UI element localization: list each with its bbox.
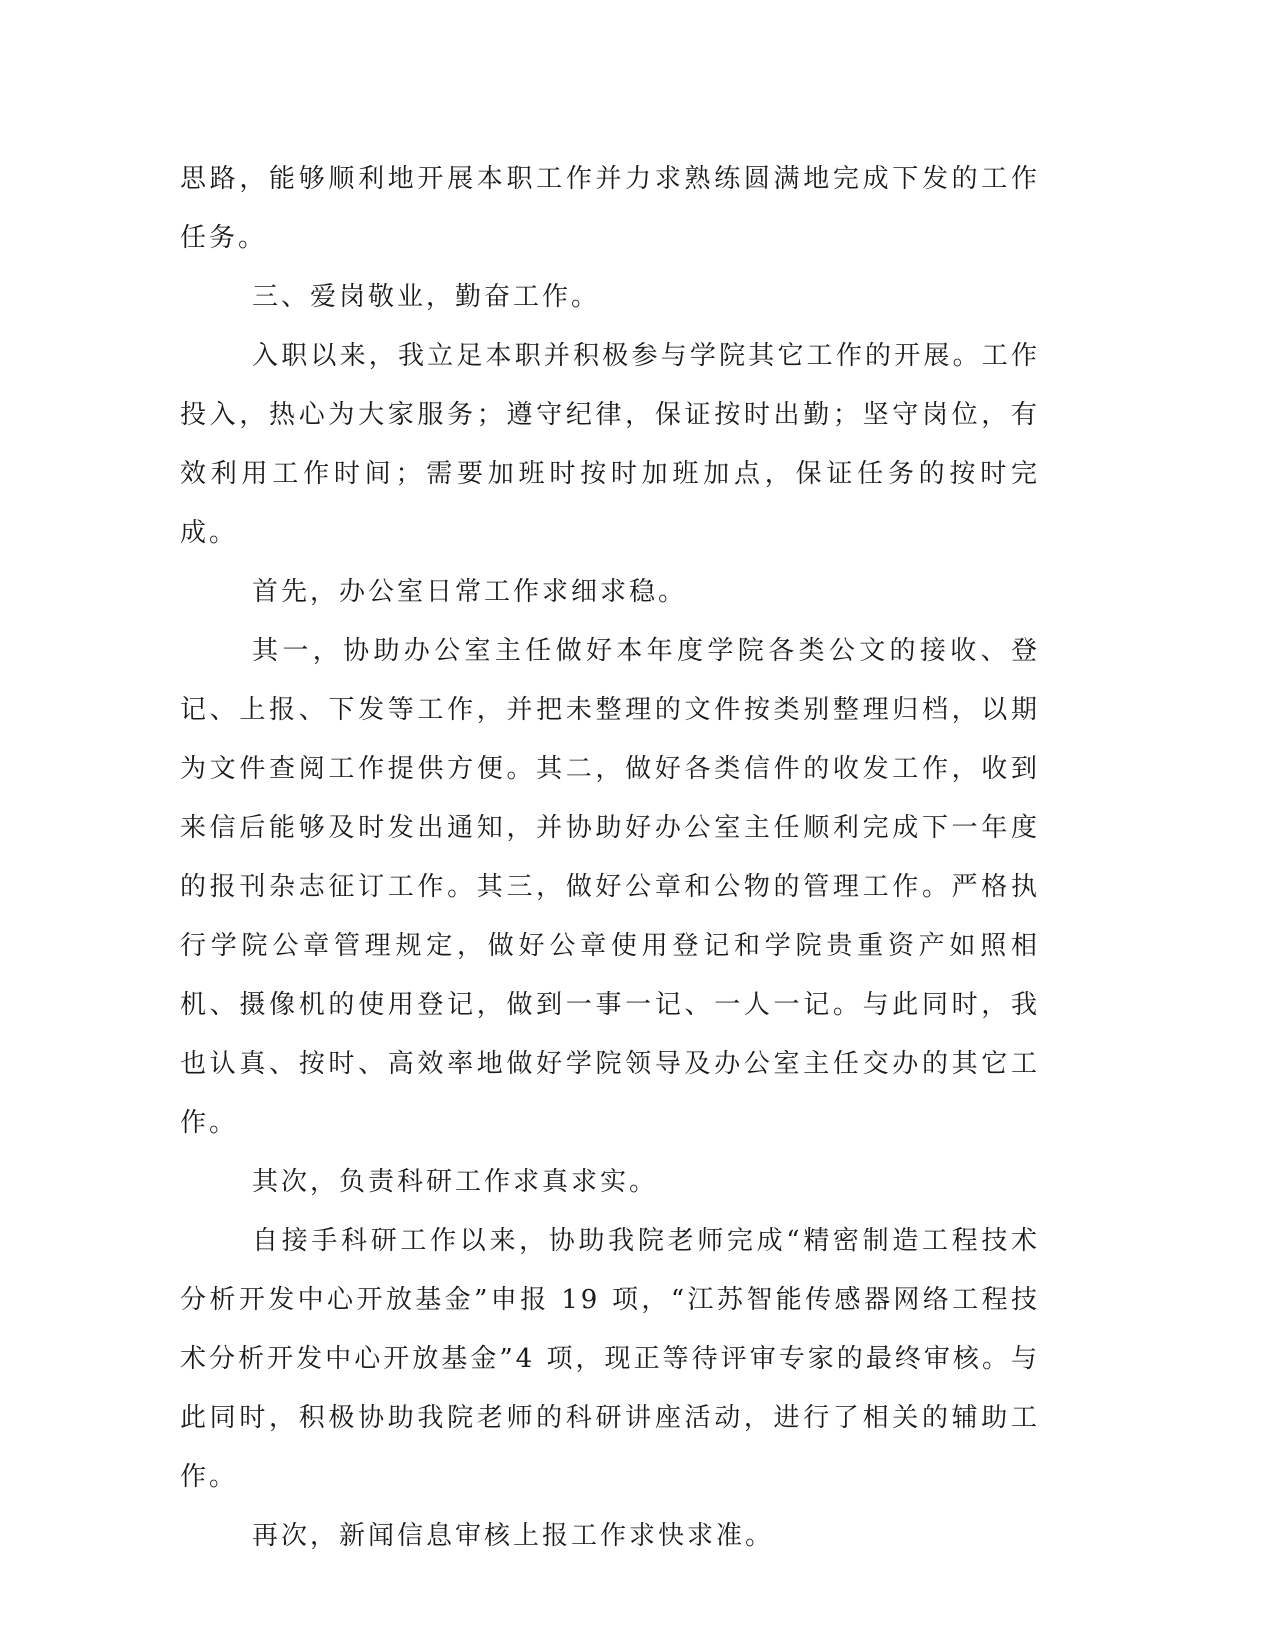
paragraph-continuation: 思路，能够顺利地开展本职工作并力求熟练圆满地完成下发的工作任务。	[180, 164, 1040, 253]
paragraph: 其一，协助办公室主任做好本年度学院各类公文的接收、登记、上报、下发等工作，并把未整理的文件按类别整理归档，以期为文件查阅工作提供方便。其二，做好各类信件的收发工作，收到来信后能够及时发出通知，并协助好办公室主任顺利完成下一年度的报刊杂志征订工作。其三，做好公章和公物的管理工作。严格执行学院公章管理规定，做好公章使用登记和学院贵重资产如照相机、摄像机的使用登记，做到一事一记、一人一记。与此同时，我也认真、按时、高效率地做好学院领导及办公室主任交办的其它工作。	[180, 636, 1040, 1138]
section-heading-3: 三、爱岗敬业，勤奋工作。	[252, 282, 601, 312]
paragraph: 自接手科研工作以来，协助我院老师完成“精密制造工程技术分析开发中心开放基金”申报 19 项，“江苏智能传感器网络工程技术分析开发中心开放基金”4 项，现正等待评审专家的最终审核。与此同时，积极协助我院老师的科研讲座活动，进行了相关的辅助工作。	[180, 1226, 1040, 1492]
subheading-second: 其次，负责科研工作求真求实。	[252, 1167, 659, 1197]
document-body	[180, 150, 1040, 1566]
paragraph: 入职以来，我立足本职并积极参与学院其它工作的开展。工作投入，热心为大家服务；遵守纪律，保证按时出勤；坚守岗位，有效利用工作时间；需要加班时按时加班加点，保证任务的按时完成。	[180, 341, 1040, 548]
subheading-third: 再次，新闻信息审核上报工作求快求准。	[252, 1521, 775, 1551]
subheading-first: 首先，办公室日常工作求细求稳。	[252, 577, 688, 607]
